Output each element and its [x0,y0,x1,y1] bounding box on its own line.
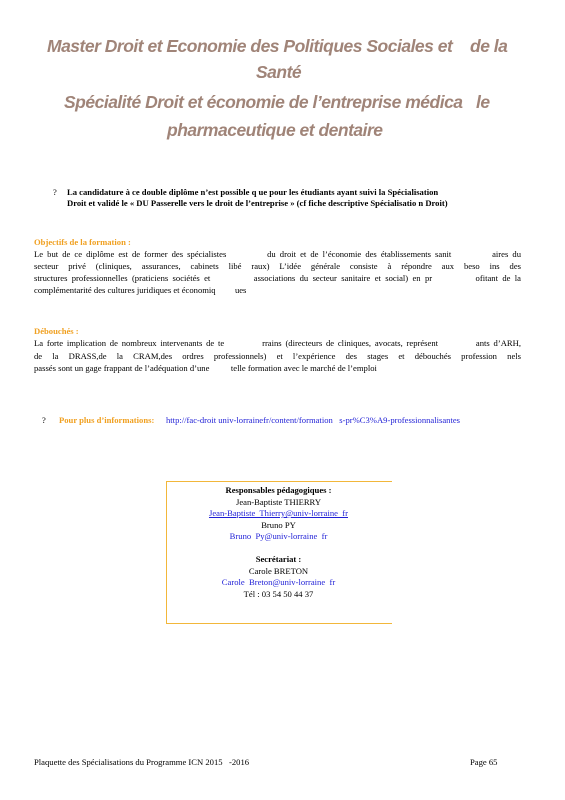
info-bullet-icon: ? [42,415,46,425]
objectifs-line-2: secteur privé (cliniques, assurances, cabinets libé raux) L’idée générale consiste à répondre aux beso ins des [34,261,521,271]
objectifs-line-4: complémentarité des cultures juridiques et économiq ues [34,285,247,295]
contact-name-py: Bruno PY [261,519,296,530]
objectifs-heading: Objectifs de la formation : [34,237,131,247]
responsables-heading: Responsables pédagogiques : [225,485,332,495]
title-line-2: Santé [256,62,302,82]
title-line-4: pharmaceutique et dentaire [167,120,383,140]
spacer [166,543,391,555]
debouches-line-2: de la DRASS,de la CRAM,des ordres professionnels) et l’expérience des stages et débouchés profession nels [34,351,521,361]
secretariat-heading: Secrétariat : [255,554,302,564]
contact-email-thierry[interactable]: Jean-Baptiste Thierry@univ-lorraine fr [208,508,348,518]
contact-email-breton[interactable]: Carole Breton@univ-lorraine fr [221,577,336,587]
footer-left: Plaquette des Spécialisations du Programme ICN 2015 -2016 [34,757,250,767]
debouches-line-3: passés sont un gage frappant de l’adéquation d’une telle formation avec le marché de l’emploi [34,363,377,373]
title-line-1-end: de la [470,36,508,56]
contact-email-py[interactable]: Bruno Py@univ-lorraine fr [229,531,328,541]
contact-name-breton: Carole BRETON [248,565,309,576]
info-link[interactable]: http://fac-droit univ-lorrainefr/content/formation s-pr%C3%A9-professionnalisantes [166,415,461,425]
page-number: Page 65 [470,757,498,767]
objectifs-line-1: Le but de ce diplôme est de former des spécialistes du droit et de l’économie des établissements sanit aires du [34,249,521,259]
objectifs-line-3: structures professionnelles (praticiens sociétés et associations du secteur sanitaire et social) en pr ofitant de la [34,273,521,283]
title-line-3: Spécialité Droit et économie de l’entreprise médica [64,92,463,112]
contact-name-thierry: Jean-Baptiste THIERRY [235,496,322,507]
debouches-line-1: La forte implication de nombreux intervenants de te rrains (directeurs de cliniques, avocats, représent ants d’ARH, [34,338,521,348]
notice-line-1: La candidature à ce double diplôme n’est possible q ue pour les étudiants ayant suivi la Spécialisation [67,187,439,197]
debouches-heading: Débouchés : [34,326,79,336]
contact-phone: Tél : 03 54 50 44 37 [243,588,314,599]
notice-bullet-icon: ? [53,187,57,197]
info-label: Pour plus d’informations: [59,415,155,425]
notice-line-2: Droit et validé le « DU Passerelle vers le droit de l’entreprise » (cf fiche descriptive Spécialisatio n Droit) [67,198,448,208]
title-line-1: Master Droit et Economie des Politiques Sociales et [47,36,453,56]
title-line-3-end: le [476,92,490,112]
